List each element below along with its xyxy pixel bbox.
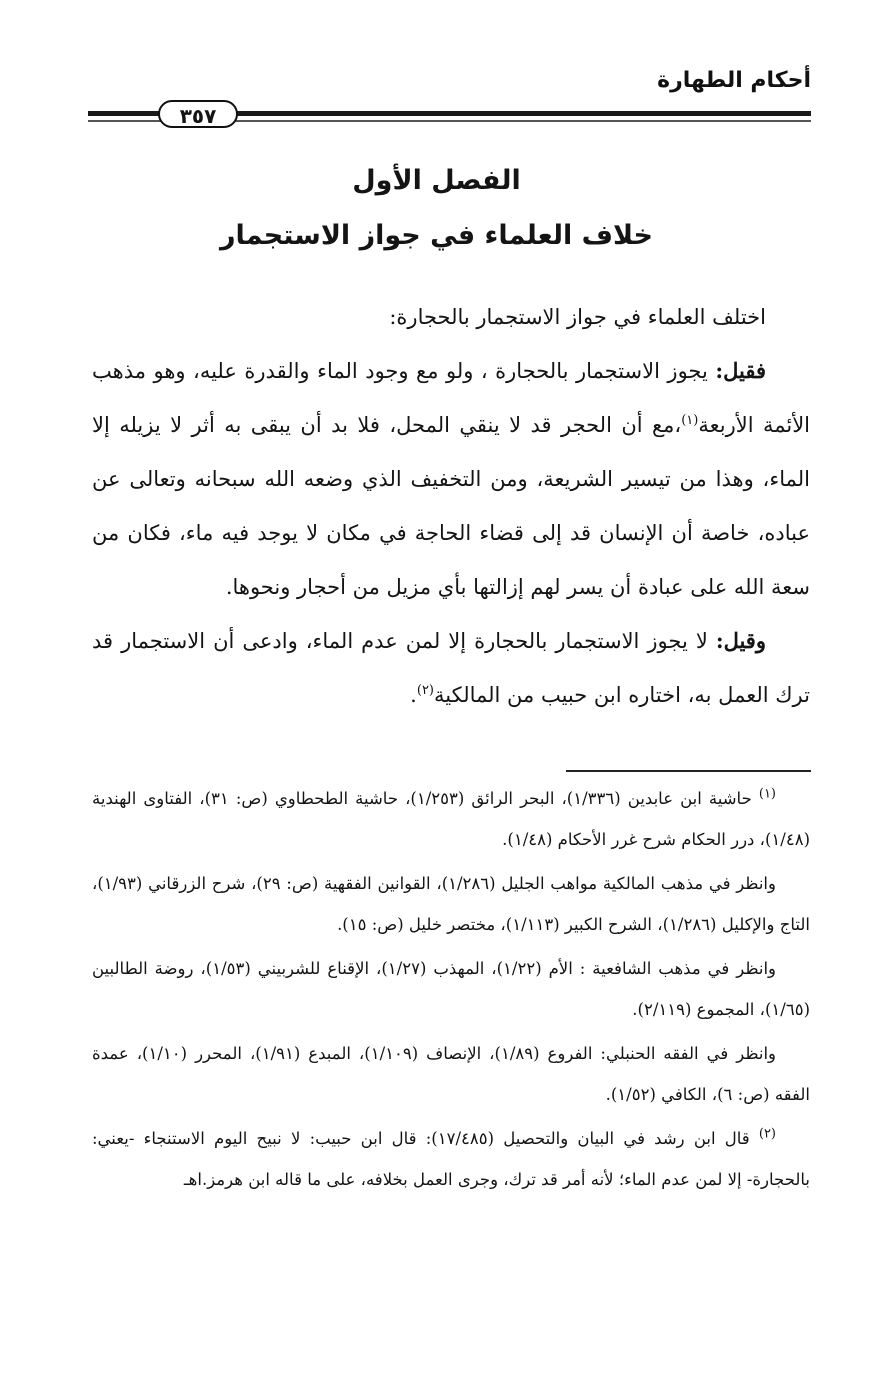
opinion-two-text-a: لا يجوز الاستجمار بالحجارة إلا لمن عدم الماء، وادعى أن الاستجمار قد ترك العمل به، اختاره ابن حبيب من المالكية (92, 629, 810, 707)
footnotes (92, 778, 810, 1203)
opinion-two-paragraph (92, 614, 810, 722)
footnote-separator (566, 770, 811, 772)
page-number: ٣٥٧ (158, 100, 238, 128)
footnote-2-marker: (٢) (758, 1126, 776, 1142)
header-rule (88, 100, 811, 130)
footnote-2 (92, 1118, 810, 1200)
section-title: خلاف العلماء في جواز الاستجمار (220, 220, 653, 251)
footnote-1-maliki: وانظر في مذهب المالكية مواهب الجليل (١/٢٨٦)، القوانين الفقهية (ص: ٢٩)، شرح الزرقاني (١/٩٣)، التاج والإكليل (١/٢٨٦)، الشرح الكبير (١/١١٣)، مختصر خليل (ص: ١٥). (92, 874, 810, 934)
intro-paragraph: اختلف العلماء في جواز الاستجمار بالحجارة: (389, 305, 766, 329)
opinion-one-paragraph (92, 344, 810, 614)
footnote-ref-1: (١) (681, 413, 699, 428)
running-header-title: أحكام الطهارة (657, 68, 811, 93)
footnote-1-shafii: وانظر في مذهب الشافعية : الأم (١/٢٢)، المهذب (١/٢٧)، الإقناع للشربيني (١/٥٣)، روضة الطالبين (١/٦٥)، المجموع (٢/١١٩). (92, 959, 810, 1019)
header-rule-thin (233, 120, 811, 122)
opinion-two-lead: وقيل: (715, 628, 766, 653)
footnote-1-marker: (١) (758, 786, 776, 802)
opinion-one-text-a: يجوز الاستجمار بالحجارة ، ولو مع وجود الماء والقدرة عليه، وهو مذهب الأئمة الأربعة (92, 359, 810, 437)
footnote-2-text: قال ابن رشد في البيان والتحصيل (١٧/٤٨٥): قال ابن حبيب: لا نبيح اليوم الاستنجاء -يعني: بالحجارة- إلا لمن عدم الماء؛ لأنه أمر قد ترك، وجرى العمل بخلافه، على ما قاله ابن هرمز.اهـ (92, 1129, 810, 1189)
opinion-one-lead: فقيل: (715, 358, 766, 383)
header-rule-left-thin (88, 120, 168, 122)
footnote-1-hanbali: وانظر في الفقه الحنبلي: الفروع (١/٨٩)، الإنصاف (١/١٠٩)، المبدع (١/٩١)، المحرر (١/١٠)، عمدة الفقه (ص: ٦)، الكافي (١/٥٢). (92, 1044, 810, 1104)
main-text (92, 290, 810, 722)
footnote-1-hanafi: حاشية ابن عابدين (١/٣٣٦)، البحر الرائق (١/٢٥٣)، حاشية الطحطاوي (ص: ٣١)، الفتاوى الهندية (١/٤٨)، درر الحكام شرح غرر الأحكام (١/٤٨). (92, 789, 810, 849)
footnote-ref-2: (٢) (416, 683, 434, 698)
footnote-1 (92, 778, 810, 860)
header-rule-thick (233, 111, 811, 116)
opinion-two-text-b: . (410, 683, 417, 707)
opinion-one-text-b: ،مع أن الحجر قد لا ينقي المحل، فلا بد أن يبقى به أثر لا يزيله إلا الماء، وهذا من تيسير الشريعة، ومن التخفيف الذي وضعه الله سبحانه وتعالى عن عباده، خاصة أن الإنسان قد إلى قضاء الحاجة في مكان لا يوجد فيه ماء، فكان من سعة الله على عبادة أن يسر لهم إزالتها بأي مزيل من أحجار ونحوها. (92, 413, 810, 599)
chapter-title: الفصل الأول (352, 165, 521, 196)
header-rule-left-thick (88, 111, 168, 116)
